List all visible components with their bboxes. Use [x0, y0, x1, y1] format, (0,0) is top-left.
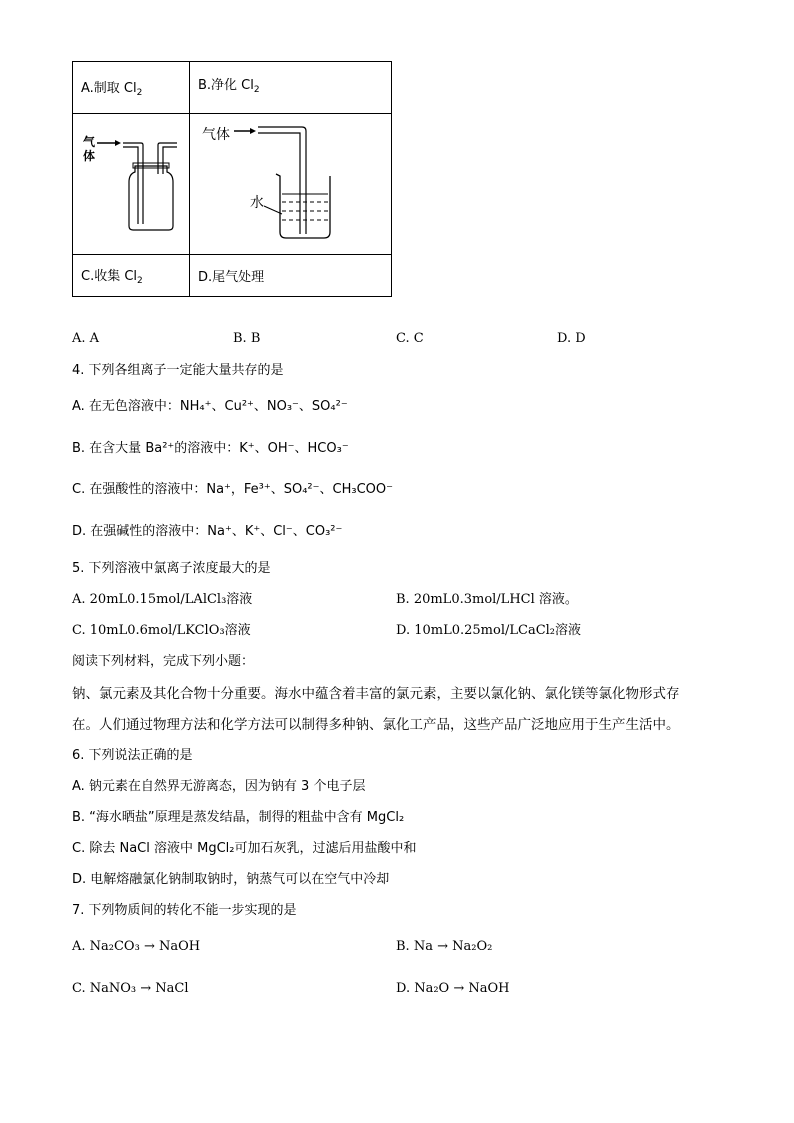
q7-option-d[interactable]: D. Na₂O → NaOH — [396, 981, 510, 996]
cell-bottle-image — [73, 114, 190, 255]
label-d: D.尾气处理 — [198, 270, 265, 285]
q4-option-b[interactable]: B. 在含大量 Ba²⁺的溶液中：K⁺、OH⁻、HCO₃⁻ — [72, 441, 349, 456]
beaker-image — [190, 114, 391, 250]
q4-option-c[interactable]: C. 在强酸性的溶液中：Na⁺，Fe³⁺、SO₄²⁻、CH₃COO⁻ — [72, 482, 393, 497]
q6-option-a[interactable]: A. 钠元素在自然界无游离态，因为钠有 3 个电子层 — [72, 779, 366, 794]
q7-stem: 7. 下列物质间的转化不能一步实现的是 — [72, 903, 297, 918]
q4-stem: 4. 下列各组离子一定能大量共存的是 — [72, 363, 284, 378]
cell-a — [73, 62, 190, 114]
cell-c — [73, 255, 190, 297]
sub-a: 2 — [136, 88, 143, 98]
bottle-gas-label-1: 气 — [83, 135, 96, 149]
q5-stem: 5. 下列溶液中氯离子浓度最大的是 — [72, 561, 271, 576]
q7-option-a[interactable]: A. Na₂CO₃ → NaOH — [72, 939, 201, 954]
label-b: B.净化 Cl — [198, 78, 254, 93]
q7-option-b[interactable]: B. Na → Na₂O₂ — [396, 939, 493, 954]
q6-option-d[interactable]: D. 电解熔融氯化钠制取钠时，钠蒸气可以在空气中冷却 — [72, 872, 390, 887]
q5-option-b[interactable]: B. 20mL0.3mol/LHCl 溶液。 — [396, 592, 578, 607]
q4-option-a[interactable]: A. 在无色溶液中：NH₄⁺、Cu²⁺、NO₃⁻、SO₄²⁻ — [72, 399, 348, 414]
q4-option-d[interactable]: D. 在强碱性的溶液中：Na⁺、K⁺、Cl⁻、CO₃²⁻ — [72, 524, 343, 539]
gas-washing-bottle-image — [73, 114, 189, 250]
reading-line-2: 在。人们通过物理方法和化学方法可以制得多种钠、氯化工产品，这些产品广泛地应用于生产生活中。 — [72, 717, 680, 733]
reading-line-1: 钠、氯元素及其化合物十分重要。海水中蕴含着丰富的氯元素，主要以氯化钠、氯化镁等氯化物形式存 — [72, 686, 680, 702]
beaker-water-label: 水 — [250, 195, 264, 211]
beaker-gas-label: 气体 — [202, 127, 230, 143]
q3-option-b[interactable]: B. B — [233, 331, 261, 346]
cell-beaker-image — [190, 114, 392, 255]
label-c: C.收集 Cl — [81, 269, 138, 284]
q5-option-d[interactable]: D. 10mL0.25mol/LCaCl₂溶液 — [396, 623, 582, 638]
bottle-gas-label-2: 体 — [83, 149, 96, 163]
q6-option-b[interactable]: B. “海水晒盐”原理是蒸发结晶，制得的粗盐中含有 MgCl₂ — [72, 810, 405, 825]
q7-option-c[interactable]: C. NaNO₃ → NaCl — [72, 981, 189, 996]
sub-c: 2 — [137, 276, 143, 286]
reading-intro: 阅读下列材料，完成下列小题： — [72, 654, 255, 669]
apparatus-table — [72, 61, 392, 297]
q6-stem: 6. 下列说法正确的是 — [72, 748, 193, 763]
cell-b — [190, 62, 392, 114]
sub-b: 2 — [253, 85, 260, 95]
q6-option-c[interactable]: C. 除去 NaCl 溶液中 MgCl₂可加石灰乳，过滤后用盐酸中和 — [72, 841, 417, 856]
q3-option-d[interactable]: D. D — [557, 331, 586, 346]
q3-option-c[interactable]: C. C — [396, 331, 424, 346]
q5-option-c[interactable]: C. 10mL0.6mol/LKClO₃溶液 — [72, 623, 251, 638]
cell-d — [190, 255, 392, 297]
label-a: A.制取 Cl — [81, 81, 137, 96]
q3-option-a[interactable]: A. A — [72, 331, 100, 346]
q5-option-a[interactable]: A. 20mL0.15mol/LAlCl₃溶液 — [72, 592, 253, 607]
